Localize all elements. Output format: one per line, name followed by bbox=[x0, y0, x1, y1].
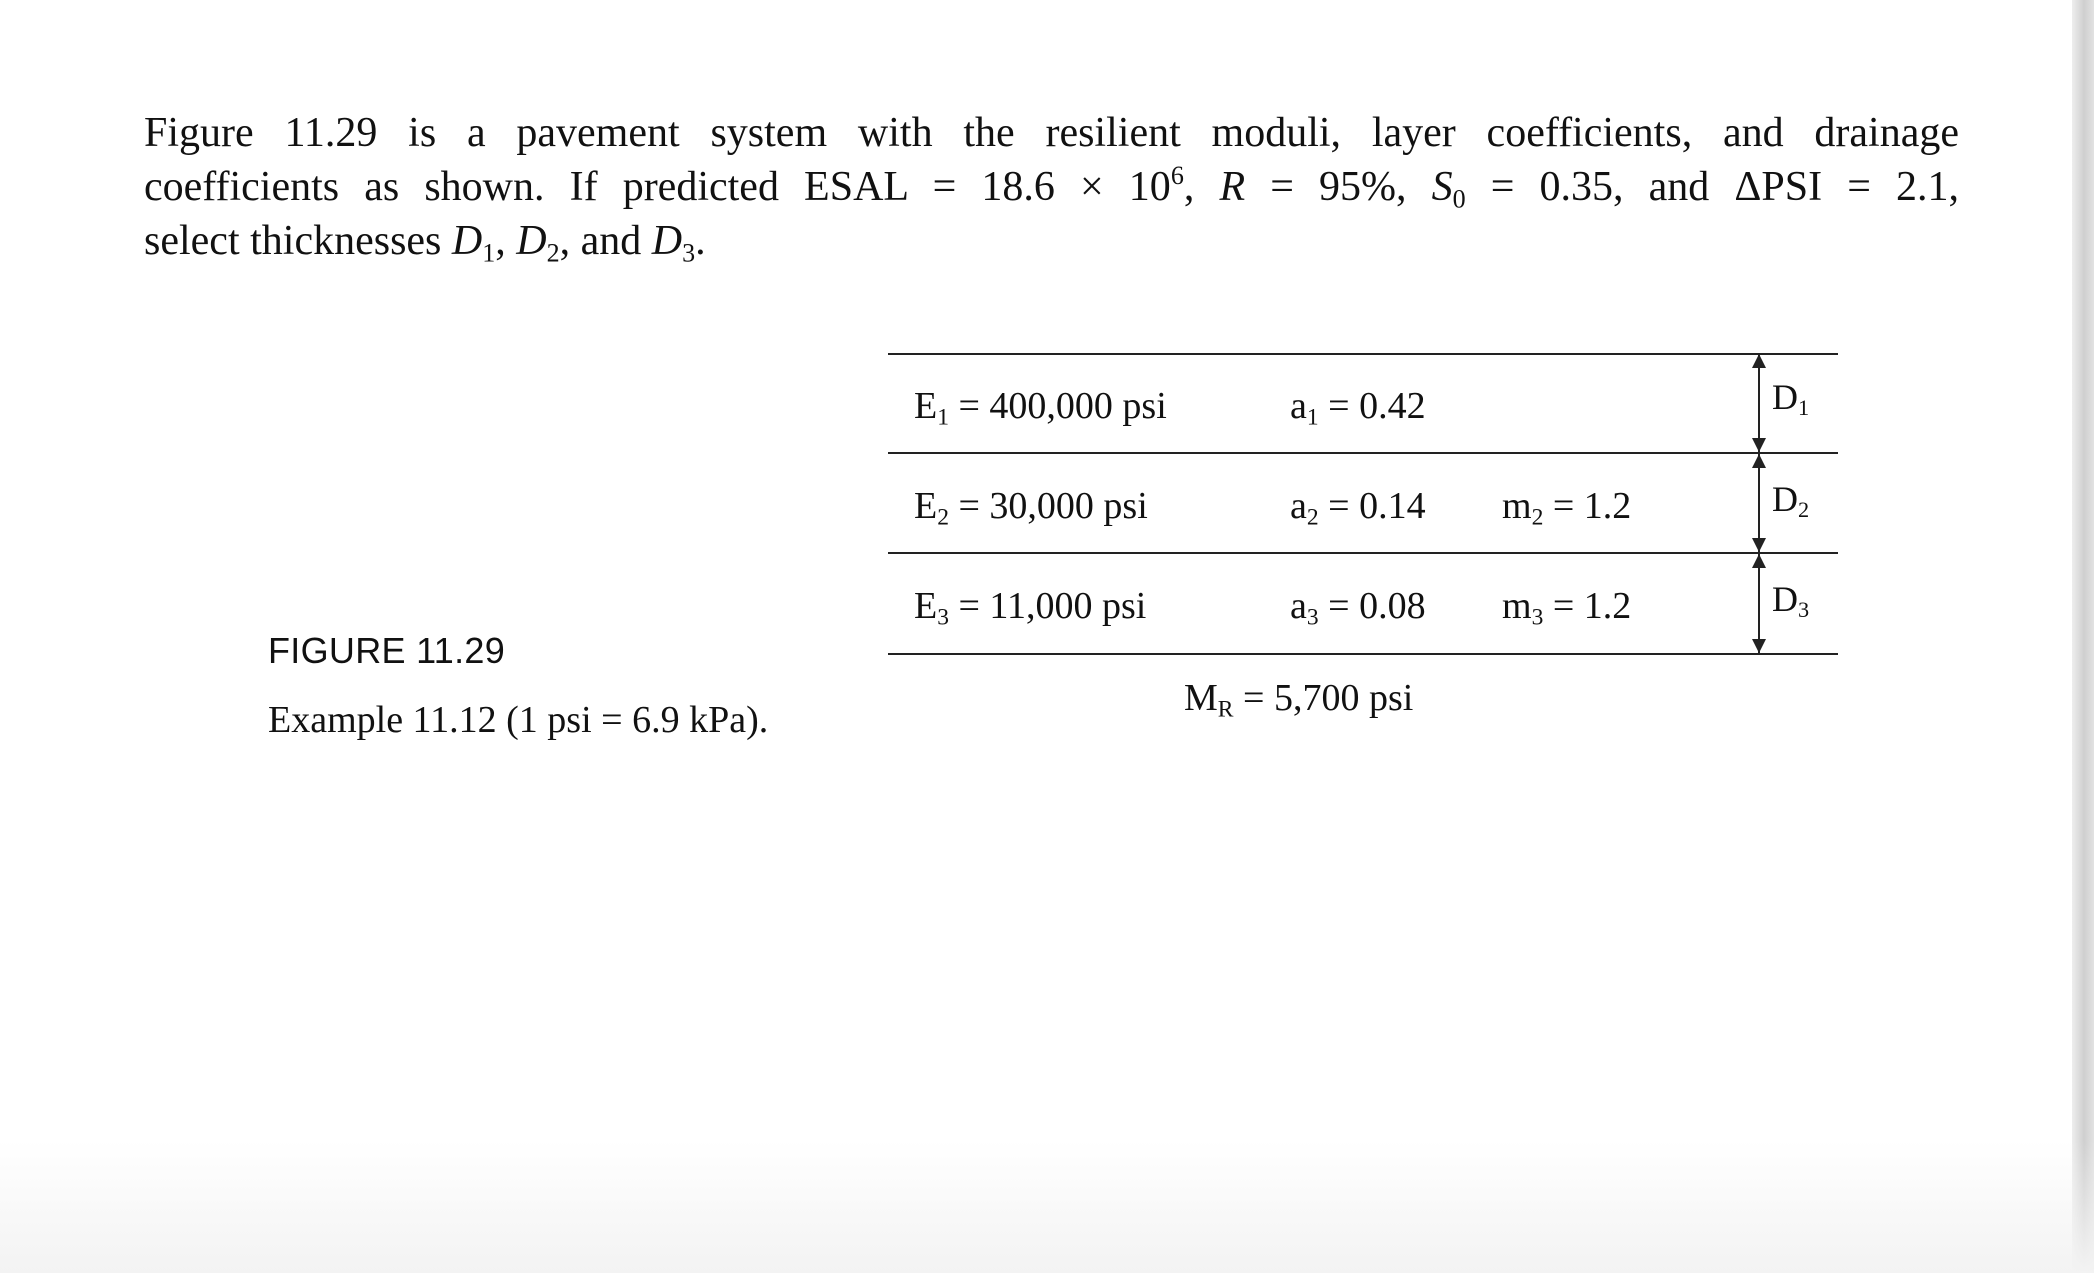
layer-boundary-1-2 bbox=[888, 452, 1838, 454]
problem-line-3: select thicknesses $D_1$, $D_2$, and $D_3$. bbox=[144, 218, 706, 268]
figure-label: FIGURE 11.29 bbox=[268, 630, 506, 671]
layer-2-modulus: $E_2 = 30,000$ psi bbox=[914, 485, 1148, 531]
layer-boundary-2-3 bbox=[888, 552, 1838, 554]
thickness-label-d2: $D_2$ bbox=[1772, 479, 1810, 523]
arrow-down-icon bbox=[1752, 639, 1766, 653]
arrow-up-icon bbox=[1752, 554, 1766, 568]
problem-line-1: Figure 11.29 is a pavement system with the resilient moduli, layer coefficients, and drainage bbox=[144, 110, 1959, 156]
problem-line-2: coefficients as shown. If predicted ESAL = $18.6 \times 10^6$, R = 95%, $S_0 = 0.35$, and ΔPSI = 2.1, bbox=[144, 160, 1959, 214]
layer-2-coefficient: $a_2 = 0.14$ bbox=[1290, 485, 1426, 531]
subgrade-modulus: $M_R = 5,700$ psi bbox=[1184, 677, 1414, 723]
esal-exponent: 6 bbox=[1170, 160, 1184, 190]
layer-3-drainage: $m_3 = 1.2$ bbox=[1502, 585, 1632, 631]
esal-text: coefficients as shown. If predicted ESAL = 18.6 × 10 bbox=[144, 164, 1171, 210]
arrow-up-icon bbox=[1752, 454, 1766, 468]
layer-boundary-bottom bbox=[888, 653, 1838, 655]
thickness-arrow-d3 bbox=[1758, 554, 1759, 653]
arrow-down-icon bbox=[1752, 438, 1766, 452]
figure-caption: Example 11.12 (1 psi = 6.9 kPa). bbox=[268, 699, 769, 741]
thickness-arrow-d2 bbox=[1758, 454, 1759, 552]
std-dev-symbol: S bbox=[1431, 164, 1453, 210]
layer-boundary-top bbox=[888, 353, 1838, 355]
arrow-down-icon bbox=[1752, 538, 1766, 552]
layer-2-drainage: $m_2 = 1.2$ bbox=[1502, 485, 1632, 531]
thickness-arrow-d1 bbox=[1758, 354, 1759, 452]
layer-1-modulus: $E_1 = 400,000$ psi bbox=[914, 385, 1167, 431]
thickness-label-d1: $D_1$ bbox=[1772, 377, 1810, 421]
thickness-label-d3: $D_3$ bbox=[1772, 579, 1810, 623]
arrow-up-icon bbox=[1752, 354, 1766, 368]
layer-3-coefficient: $a_3 = 0.08$ bbox=[1290, 585, 1426, 631]
layer-3-modulus: $E_3 = 11,000$ psi bbox=[914, 585, 1147, 631]
layer-1-coefficient: $a_1 = 0.42$ bbox=[1290, 385, 1426, 431]
reliability-symbol: R bbox=[1219, 164, 1246, 210]
